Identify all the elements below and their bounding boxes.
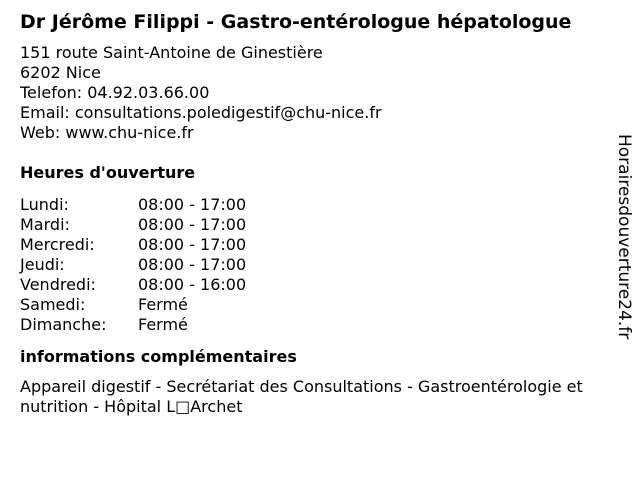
email-address[interactable]: Email: consultations.poledigestif@chu-nice.fr xyxy=(20,103,382,122)
street-address: 151 route Saint-Antoine de Ginestière xyxy=(20,43,323,62)
hours-day: Jeudi: xyxy=(20,255,65,274)
business-listing xyxy=(20,10,620,417)
hours-row xyxy=(20,215,620,235)
hours-time: 08:00 - 17:00 xyxy=(138,255,247,274)
hours-time: Fermé xyxy=(138,295,188,314)
phone-number[interactable]: Telefon: 04.92.03.66.00 xyxy=(20,83,210,102)
hours-row xyxy=(20,195,620,215)
page-title: Dr Jérôme Filippi - Gastro-entérologue hépatologue xyxy=(20,11,572,33)
hours-day: Mardi: xyxy=(20,215,70,234)
hours-time: 08:00 - 16:00 xyxy=(138,275,247,294)
opening-hours-heading: Heures d'ouverture xyxy=(20,163,196,182)
additional-info-text: Appareil digestif - Secrétariat des Consultations - Gastroentérologie et nutrition - Hôpital L□Archet xyxy=(20,377,583,416)
opening-hours-table xyxy=(20,195,620,335)
site-watermark: Horairesdouverture24.fr xyxy=(614,134,634,340)
hours-row xyxy=(20,275,620,295)
hours-day: Lundi: xyxy=(20,195,69,214)
city-postcode: 6202 Nice xyxy=(20,63,101,82)
hours-time: 08:00 - 17:00 xyxy=(138,215,247,234)
hours-day: Mercredi: xyxy=(20,235,95,254)
hours-row xyxy=(20,315,620,335)
hours-row xyxy=(20,295,620,315)
hours-time: Fermé xyxy=(138,315,188,334)
hours-day: Dimanche: xyxy=(20,315,107,334)
hours-time: 08:00 - 17:00 xyxy=(138,235,247,254)
additional-info-heading: informations complémentaires xyxy=(20,347,297,366)
contact-block xyxy=(20,43,620,143)
hours-row xyxy=(20,235,620,255)
hours-day: Vendredi: xyxy=(20,275,96,294)
hours-day: Samedi: xyxy=(20,295,86,314)
hours-time: 08:00 - 17:00 xyxy=(138,195,247,214)
hours-row xyxy=(20,255,620,275)
website-link[interactable]: Web: www.chu-nice.fr xyxy=(20,123,194,142)
